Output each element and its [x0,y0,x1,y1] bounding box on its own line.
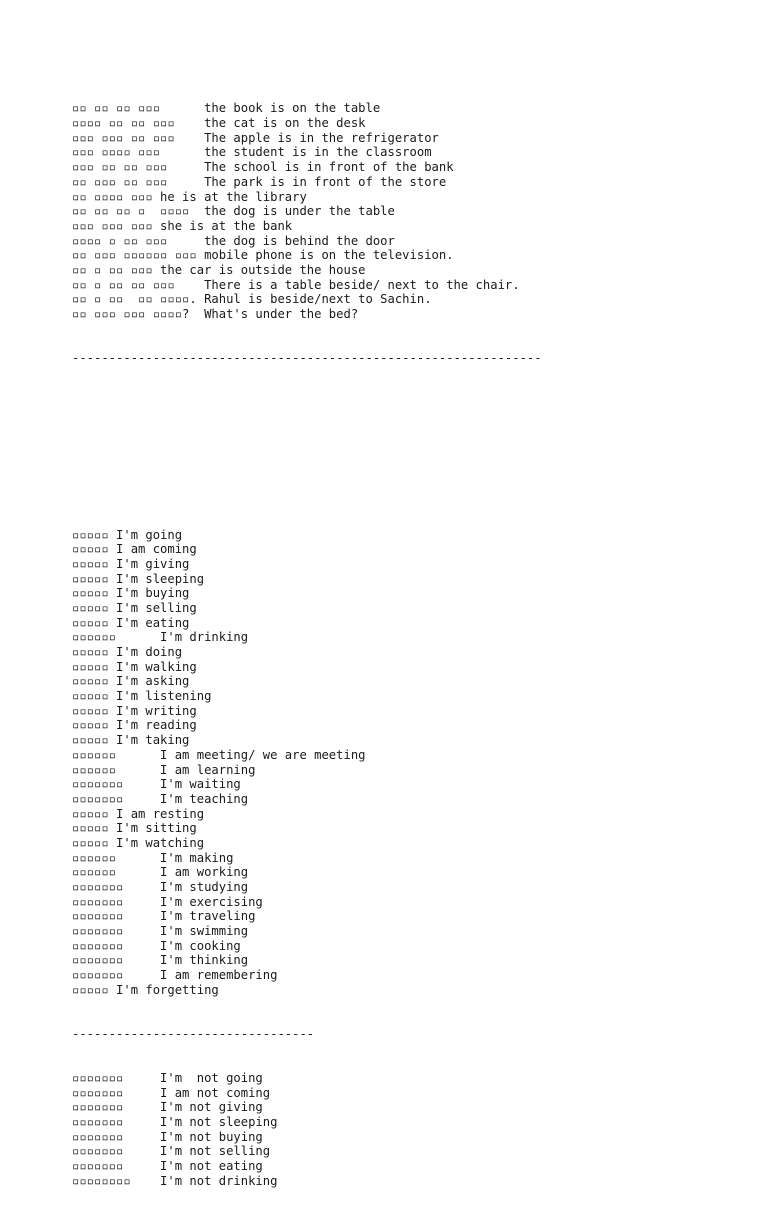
text-line: ▫▫▫▫▫ I'm walking [72,659,197,674]
text-line: ▫▫▫▫ ▫ ▫▫ ▫▫▫ the dog is behind the door [72,233,395,248]
text-line: ▫▫▫▫▫▫▫ I'm not sleeping [72,1115,278,1130]
text-line: ▫▫▫▫▫ I'm giving [72,556,190,571]
text-line: ▫▫▫▫▫▫▫ I'm teaching [72,791,249,806]
text-line: ▫▫▫▫▫ I'm listening [72,689,212,704]
text-line: ▫▫▫ ▫▫ ▫▫ ▫▫▫ The school is in front of the bank [72,160,454,175]
text-line: ▫▫ ▫▫▫ ▫▫ ▫▫▫ The park is in front of the store [72,174,447,189]
text-line: ▫▫▫▫▫▫▫ I'm traveling [72,909,256,924]
text-line: ▫▫▫▫▫▫▫ I'm not buying [72,1129,263,1144]
text-line: ▫▫▫▫▫▫▫ I'm not going [72,1071,263,1085]
text-line: ▫▫▫▫▫▫ I am learning [72,762,256,777]
text-line: ▫▫▫▫▫▫ I'm making [72,850,234,865]
negative-section [72,1071,542,1189]
text-line: ▫▫▫▫▫ I'm forgetting [72,982,219,997]
text-line: ▫▫ ▫▫▫ ▫▫▫▫▫▫ ▫▫▫ mobile phone is on the television. [72,248,454,263]
text-line: ▫▫▫▫▫▫▫ I'm thinking [72,953,249,968]
text-line: ▫▫▫▫▫ I'm watching [72,835,205,850]
text-line: ▫▫▫▫▫▫▫ I'm not eating [72,1159,263,1174]
text-line: ▫▫▫▫▫▫▫ I'm exercising [72,894,263,909]
text-line: ▫▫▫▫▫ I'm writing [72,703,197,718]
text-line: ▫▫▫▫▫▫▫ I am not coming [72,1085,271,1100]
separator-line: --------------------------------- [72,1026,315,1041]
text-line: ▫▫▫▫▫ I'm eating [72,615,190,630]
text-line: ▫▫▫▫▫▫▫ I'm cooking [72,938,241,953]
text-line: ▫▫▫▫▫ I'm asking [72,674,190,689]
text-line: ▫▫▫▫▫ I'm selling [72,600,197,615]
text-line: ▫▫▫▫▫▫ I am meeting/ we are meeting [72,747,366,762]
text-line: ▫▫▫▫▫ I am coming [72,542,197,557]
text-line: ▫▫▫▫▫▫ I'm drinking [72,630,249,645]
text-line: ▫▫▫▫▫ I'm buying [72,586,190,601]
text-line: ▫▫ ▫ ▫▫ ▫▫ ▫▫▫▫. Rahul is beside/next to Sachin. [72,292,432,307]
text-line: ▫▫ ▫▫▫▫ ▫▫▫ he is at the library [72,189,307,204]
text-line: ▫▫▫ ▫▫▫ ▫▫ ▫▫▫ The apple is in the refrigerator [72,130,439,145]
text-line: ▫▫▫▫▫ I'm sleeping [72,571,205,586]
text-line: ▫▫▫▫▫▫▫▫ I'm not drinking [72,1173,278,1188]
text-line: ▫▫▫▫▫▫▫ I'm swimming [72,924,249,939]
text-line: ▫▫▫▫▫ I'm sitting [72,821,197,836]
prepositions-section [72,101,542,321]
present-continuous-section [72,528,542,998]
blank-line [72,395,542,410]
text-line: ▫▫ ▫▫▫ ▫▫▫ ▫▫▫▫? What's under the bed? [72,307,359,322]
text-line: ▫▫▫▫▫▫▫ I'm not giving [72,1100,263,1115]
text-line: ▫▫ ▫▫ ▫▫ ▫ ▫▫▫▫ the dog is under the table [72,204,395,219]
text-line: ▫▫▫ ▫▫▫ ▫▫▫ she is at the bank [72,218,293,233]
text-line: ▫▫ ▫ ▫▫ ▫▫ ▫▫▫ There is a table beside/ next to the chair. [72,277,520,292]
text-line: ▫▫▫▫▫▫▫ I'm waiting [72,777,241,792]
text-line: ▫▫▫▫▫▫▫ I'm not selling [72,1144,271,1159]
text-line: ▫▫▫▫▫ I'm going [72,527,183,542]
text-line: ▫▫▫▫▫ I'm taking [72,733,190,748]
separator-line: ---------------------------------------------------------------- [72,351,542,366]
blank-line [72,439,542,454]
text-line: ▫▫▫ ▫▫▫▫ ▫▫▫ the student is in the classroom [72,145,432,160]
text-line: ▫▫▫▫▫ I am resting [72,806,205,821]
text-line: ▫▫▫▫ ▫▫ ▫▫ ▫▫▫ the cat is on the desk [72,116,366,131]
blank-line [72,483,542,498]
text-line: ▫▫▫▫▫▫▫ I am remembering [72,968,278,983]
text-line: ▫▫▫▫▫ I'm doing [72,645,183,659]
text-line: ▫▫▫▫▫▫ I am working [72,865,249,880]
text-line: ▫▫ ▫ ▫▫ ▫▫▫ the car is outside the house [72,262,366,277]
text-line: ▫▫▫▫▫ I'm reading [72,718,197,733]
document-text [72,72,542,1218]
text-line: ▫▫ ▫▫ ▫▫ ▫▫▫ the book is on the table [72,101,381,116]
text-line: ▫▫▫▫▫▫▫ I'm studying [72,880,249,894]
